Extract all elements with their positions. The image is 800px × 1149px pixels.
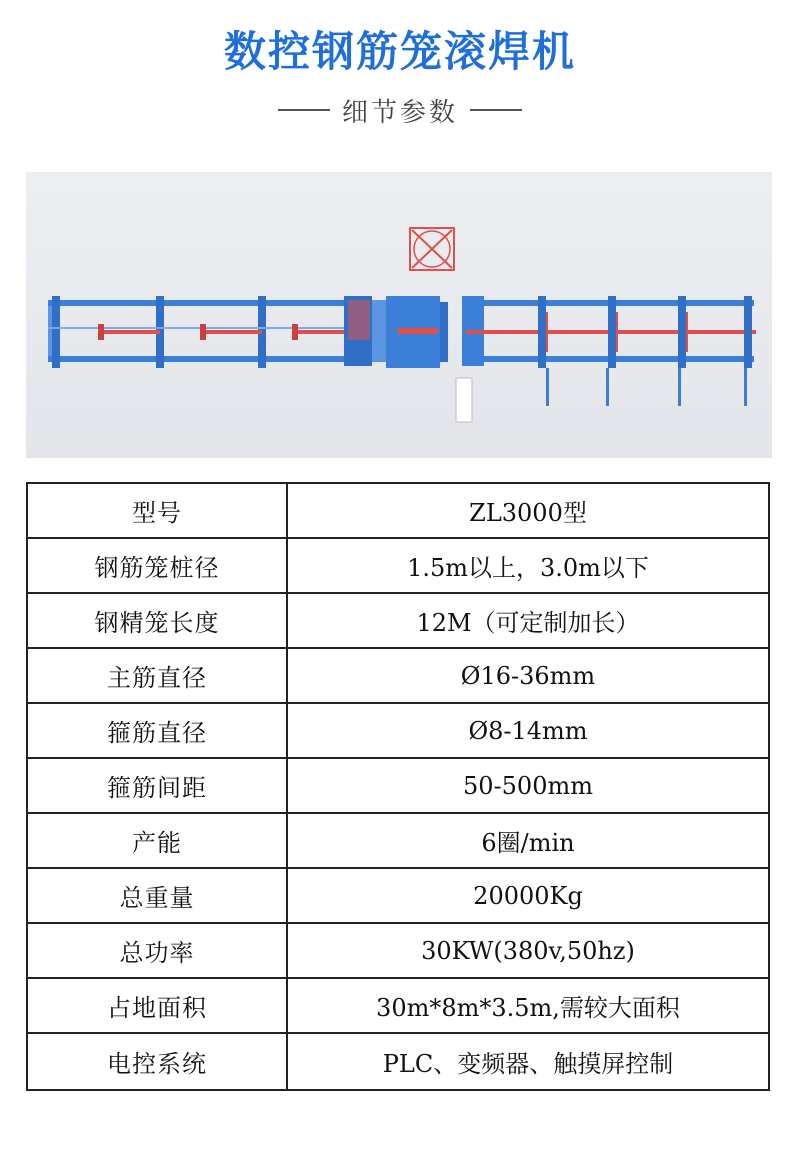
table-row (27, 593, 769, 648)
spec-label: 总功率 (27, 923, 287, 978)
spec-value: 30m*8m*3.5m,需较大面积 (287, 978, 769, 1033)
machine-drawing (26, 172, 772, 458)
spec-table (26, 482, 770, 1091)
table-row (27, 868, 769, 923)
table-row (27, 703, 769, 758)
fan-icon (410, 228, 454, 270)
spec-label: 产能 (27, 813, 287, 868)
table-row (27, 813, 769, 868)
spec-label: 箍筋直径 (27, 703, 287, 758)
welding-station (344, 296, 484, 422)
left-feed-frame (48, 296, 348, 368)
machine-diagram-svg (26, 172, 772, 458)
spec-value: 30KW(380v,50hz) (287, 923, 769, 978)
spec-label: 主筋直径 (27, 648, 287, 703)
spec-value: Ø8-14mm (287, 703, 769, 758)
spec-value: PLC、变频器、触摸屏控制 (287, 1033, 769, 1090)
spec-value: 50-500mm (287, 758, 769, 813)
spec-label: 占地面积 (27, 978, 287, 1033)
subtitle-left-line (278, 109, 330, 111)
spec-label: 箍筋间距 (27, 758, 287, 813)
right-cage-frame (466, 296, 756, 406)
table-row (27, 923, 769, 978)
spec-label: 电控系统 (27, 1033, 287, 1090)
table-row (27, 978, 769, 1033)
spec-value: 1.5m以上，3.0m以下 (287, 538, 769, 593)
table-row (27, 483, 769, 538)
spec-value: 6圈/min (287, 813, 769, 868)
spec-value: 20000Kg (287, 868, 769, 923)
spec-label: 型号 (27, 483, 287, 538)
spec-value: ZL3000型 (287, 483, 769, 538)
subtitle: 细节参数 (341, 97, 458, 128)
subtitle-row (0, 90, 800, 130)
page-title: 数控钢筋笼滚焊机 (223, 27, 576, 76)
spec-label: 总重量 (27, 868, 287, 923)
spec-value: Ø16-36mm (287, 648, 769, 703)
table-row (27, 648, 769, 703)
table-row (27, 758, 769, 813)
spec-label: 钢精笼长度 (27, 593, 287, 648)
table-row (27, 1033, 769, 1090)
table-row (27, 538, 769, 593)
subtitle-right-line (470, 109, 522, 111)
spec-value: 12M（可定制加长） (287, 593, 769, 648)
spec-label: 钢筋笼桩径 (27, 538, 287, 593)
